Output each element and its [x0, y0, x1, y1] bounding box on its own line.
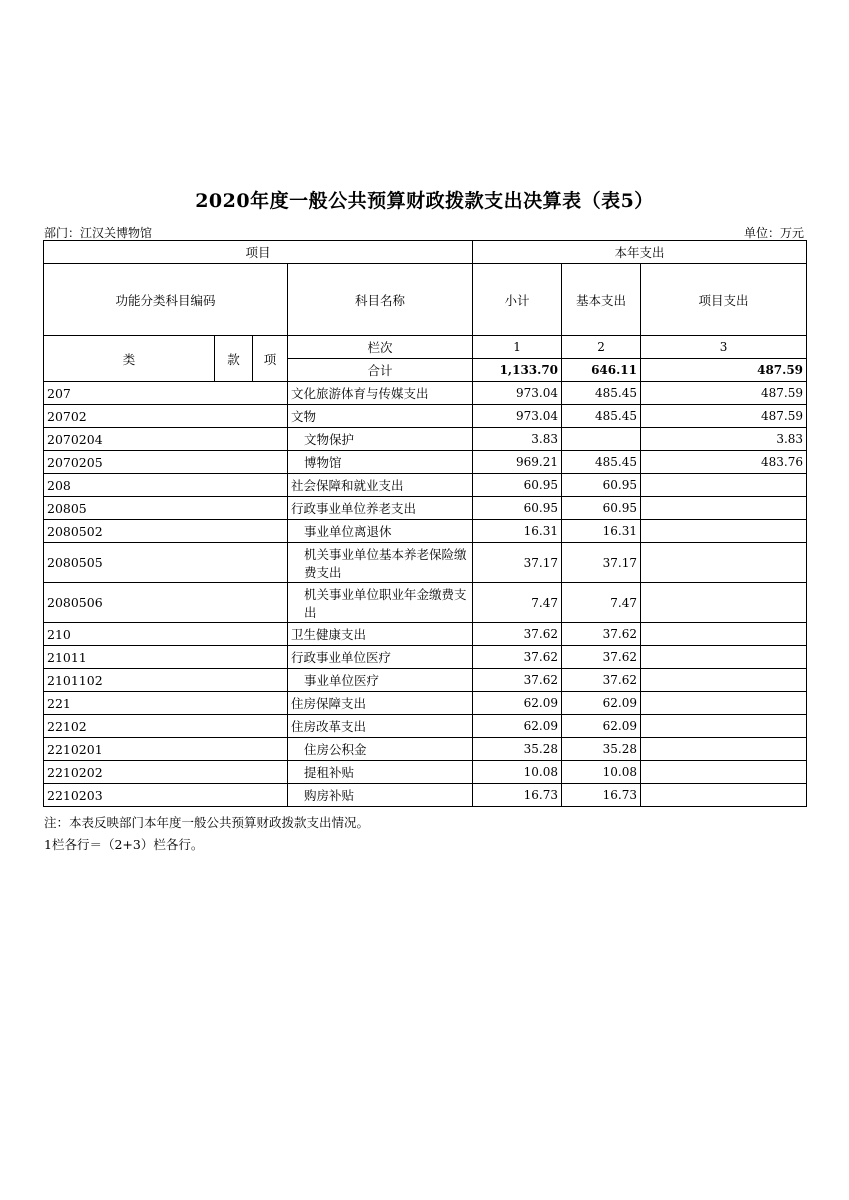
total-label: 合计	[288, 359, 473, 382]
row-subtotal: 16.31	[473, 520, 562, 543]
table-row	[44, 497, 807, 520]
row-subtotal: 10.08	[473, 761, 562, 784]
row-basic: 7.47	[562, 583, 641, 623]
row-project	[641, 692, 807, 715]
table-row	[44, 405, 807, 428]
row-subtotal: 3.83	[473, 428, 562, 451]
row-code: 210	[44, 623, 288, 646]
row-project	[641, 761, 807, 784]
header-column-order: 栏次	[288, 336, 473, 359]
row-project	[641, 520, 807, 543]
row-code: 221	[44, 692, 288, 715]
row-code: 2080502	[44, 520, 288, 543]
row-subtotal: 969.21	[473, 451, 562, 474]
note-line-1: 注：本表反映部门本年度一般公共预算财政拨款支出情况。	[44, 815, 370, 830]
row-subtotal: 16.73	[473, 784, 562, 807]
row-basic: 60.95	[562, 474, 641, 497]
row-project	[641, 623, 807, 646]
row-subject-name: 住房公积金	[288, 738, 473, 761]
row-basic: 485.45	[562, 405, 641, 428]
table-row	[44, 623, 807, 646]
row-basic: 485.45	[562, 382, 641, 405]
row-subject-name: 社会保障和就业支出	[288, 474, 473, 497]
row-code: 207	[44, 382, 288, 405]
row-subject-name: 住房改革支出	[288, 715, 473, 738]
row-subtotal: 62.09	[473, 715, 562, 738]
header-current-year: 本年支出	[473, 241, 807, 264]
header-row-3	[44, 336, 807, 359]
row-code: 2080506	[44, 583, 288, 623]
table-row	[44, 715, 807, 738]
row-basic: 60.95	[562, 497, 641, 520]
row-project	[641, 784, 807, 807]
row-basic: 16.73	[562, 784, 641, 807]
table-row	[44, 692, 807, 715]
row-subject-name: 机关事业单位基本养老保险缴费支出	[288, 543, 473, 583]
row-subject-name: 事业单位离退休	[288, 520, 473, 543]
row-code: 20702	[44, 405, 288, 428]
table-row	[44, 761, 807, 784]
row-basic: 62.09	[562, 715, 641, 738]
row-code: 2210202	[44, 761, 288, 784]
row-code: 2210201	[44, 738, 288, 761]
row-basic: 37.62	[562, 669, 641, 692]
row-subtotal: 973.04	[473, 405, 562, 428]
row-subject-name: 事业单位医疗	[288, 669, 473, 692]
row-subject-name: 提租补贴	[288, 761, 473, 784]
row-project	[641, 738, 807, 761]
header-project: 项目	[44, 241, 473, 264]
header-project-exp: 项目支出	[641, 264, 807, 336]
row-subtotal: 973.04	[473, 382, 562, 405]
row-code: 2080505	[44, 543, 288, 583]
row-code: 21011	[44, 646, 288, 669]
row-basic: 485.45	[562, 451, 641, 474]
header-kuan: 款	[215, 336, 253, 382]
row-subtotal: 60.95	[473, 497, 562, 520]
table-row	[44, 520, 807, 543]
row-project	[641, 646, 807, 669]
header-col2: 2	[562, 336, 641, 359]
budget-table	[43, 240, 807, 807]
note-line-2: 1栏各行＝（2+3）栏各行。	[44, 837, 204, 852]
table-row	[44, 382, 807, 405]
table-row	[44, 646, 807, 669]
row-subject-name: 购房补贴	[288, 784, 473, 807]
table-row	[44, 451, 807, 474]
header-lei: 类	[44, 336, 215, 382]
row-subject-name: 文化旅游体育与传媒支出	[288, 382, 473, 405]
row-project	[641, 543, 807, 583]
page-title: 2020年度一般公共预算财政拨款支出决算表（表5）	[195, 190, 654, 212]
header-col1: 1	[473, 336, 562, 359]
row-project: 3.83	[641, 428, 807, 451]
row-subject-name: 行政事业单位医疗	[288, 646, 473, 669]
row-code: 2101102	[44, 669, 288, 692]
row-subject-name: 文物	[288, 405, 473, 428]
total-subtotal: 1,133.70	[473, 359, 562, 382]
row-project	[641, 583, 807, 623]
header-subtotal: 小计	[473, 264, 562, 336]
row-subject-name: 博物馆	[288, 451, 473, 474]
row-project: 487.59	[641, 405, 807, 428]
table-row	[44, 738, 807, 761]
row-code: 22102	[44, 715, 288, 738]
row-basic: 10.08	[562, 761, 641, 784]
row-code: 20805	[44, 497, 288, 520]
row-basic: 16.31	[562, 520, 641, 543]
row-basic: 37.17	[562, 543, 641, 583]
row-subtotal: 35.28	[473, 738, 562, 761]
header-basic: 基本支出	[562, 264, 641, 336]
row-project	[641, 715, 807, 738]
header-col3: 3	[641, 336, 807, 359]
total-project: 487.59	[641, 359, 807, 382]
row-code: 2070204	[44, 428, 288, 451]
row-subtotal: 7.47	[473, 583, 562, 623]
row-subtotal: 37.17	[473, 543, 562, 583]
row-project	[641, 669, 807, 692]
row-subtotal: 37.62	[473, 646, 562, 669]
row-project: 483.76	[641, 451, 807, 474]
row-basic	[562, 428, 641, 451]
row-basic: 62.09	[562, 692, 641, 715]
header-func-code: 功能分类科目编码	[44, 264, 288, 336]
row-code: 208	[44, 474, 288, 497]
row-subtotal: 62.09	[473, 692, 562, 715]
header-subject-name: 科目名称	[288, 264, 473, 336]
total-basic: 646.11	[562, 359, 641, 382]
unit-label: 单位：万元	[743, 226, 804, 240]
row-subtotal: 37.62	[473, 669, 562, 692]
table-row	[44, 784, 807, 807]
row-basic: 37.62	[562, 623, 641, 646]
header-xiang: 项	[253, 336, 288, 382]
header-row-1	[44, 241, 807, 264]
row-subject-name: 卫生健康支出	[288, 623, 473, 646]
row-project	[641, 497, 807, 520]
row-project	[641, 474, 807, 497]
table-row	[44, 543, 807, 583]
row-subject-name: 行政事业单位养老支出	[288, 497, 473, 520]
row-subtotal: 60.95	[473, 474, 562, 497]
row-basic: 35.28	[562, 738, 641, 761]
table-row	[44, 669, 807, 692]
row-basic: 37.62	[562, 646, 641, 669]
row-code: 2070205	[44, 451, 288, 474]
header-row-2	[44, 264, 807, 336]
row-subject-name: 住房保障支出	[288, 692, 473, 715]
row-subtotal: 37.62	[473, 623, 562, 646]
row-code: 2210203	[44, 784, 288, 807]
row-subject-name: 文物保护	[288, 428, 473, 451]
table-row	[44, 428, 807, 451]
table-row	[44, 474, 807, 497]
department-label: 部门：江汉关博物馆	[44, 226, 153, 240]
row-project: 487.59	[641, 382, 807, 405]
row-subject-name: 机关事业单位职业年金缴费支出	[288, 583, 473, 623]
table-row	[44, 583, 807, 623]
